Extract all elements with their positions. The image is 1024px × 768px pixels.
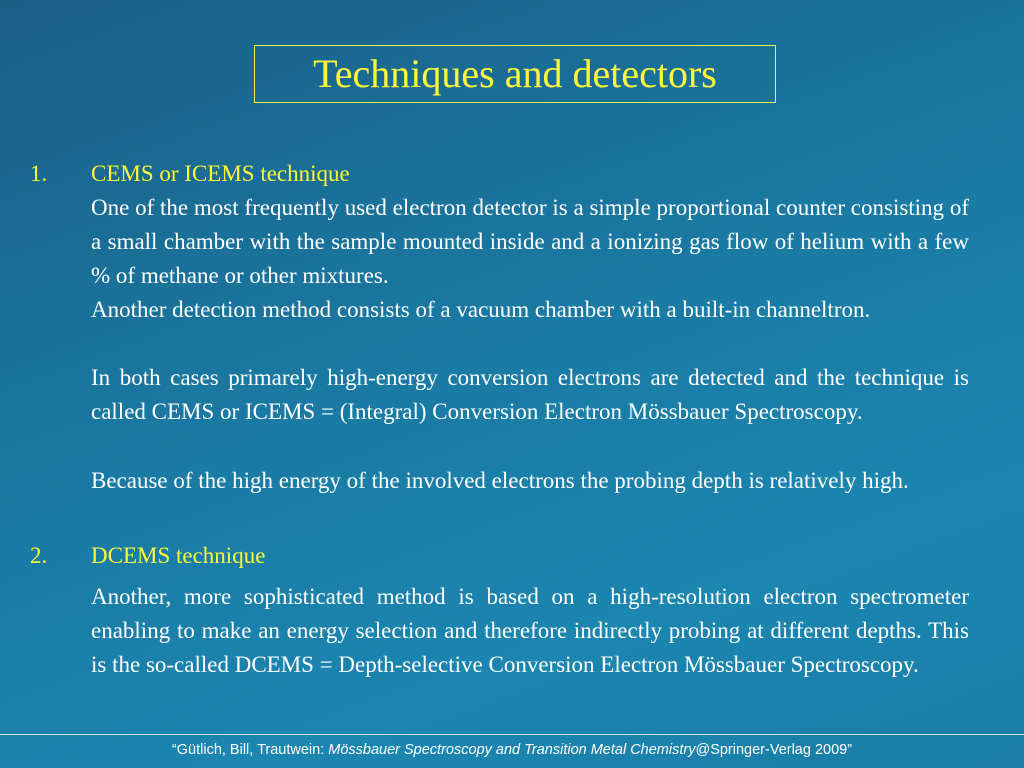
item-paragraph: Because of the high energy of the involved electrons the probing depth is relatively high. [91, 468, 909, 493]
item-number: 1. [30, 161, 48, 186]
slide-title: Techniques and detectors [313, 51, 717, 96]
footer-book-title: Mössbauer Spectroscopy and Transition Metal Chemistry [328, 742, 696, 758]
title-box [254, 45, 776, 103]
footer-divider [0, 734, 1024, 735]
item-paragraph: In both cases primarely high-energy conversion electrons are detected and the technique is called CEMS or ICEMS = (Integral) Conversion Electron Mössbauer Spectroscopy. [91, 365, 969, 424]
footer-citation [0, 742, 1024, 758]
item-heading: CEMS or ICEMS technique [91, 161, 350, 186]
item-paragraph: Another, more sophisticated method is based on a high-resolution electron spectrometer enabling to make an energy selection and therefore indirectly probing at different depths. This is the so-called DCEMS = Depth-selective Conversion Electron Mössbauer Spectroscopy. [91, 584, 969, 677]
item-paragraph: Another detection method consists of a vacuum chamber with a built-in channeltron. [91, 297, 871, 322]
footer-authors: “Gütlich, Bill, Trautwein: [171, 742, 329, 758]
item-paragraph: One of the most frequently used electron detector is a simple proportional counter consisting of a small chamber with the sample mounted inside and a ionizing gas flow of helium with a few % of methane or other mixtures. [91, 195, 969, 288]
footer-publisher: @Springer-Verlag 2009” [695, 742, 853, 758]
item-number: 2. [30, 543, 48, 568]
item-heading: DCEMS technique [91, 543, 266, 568]
